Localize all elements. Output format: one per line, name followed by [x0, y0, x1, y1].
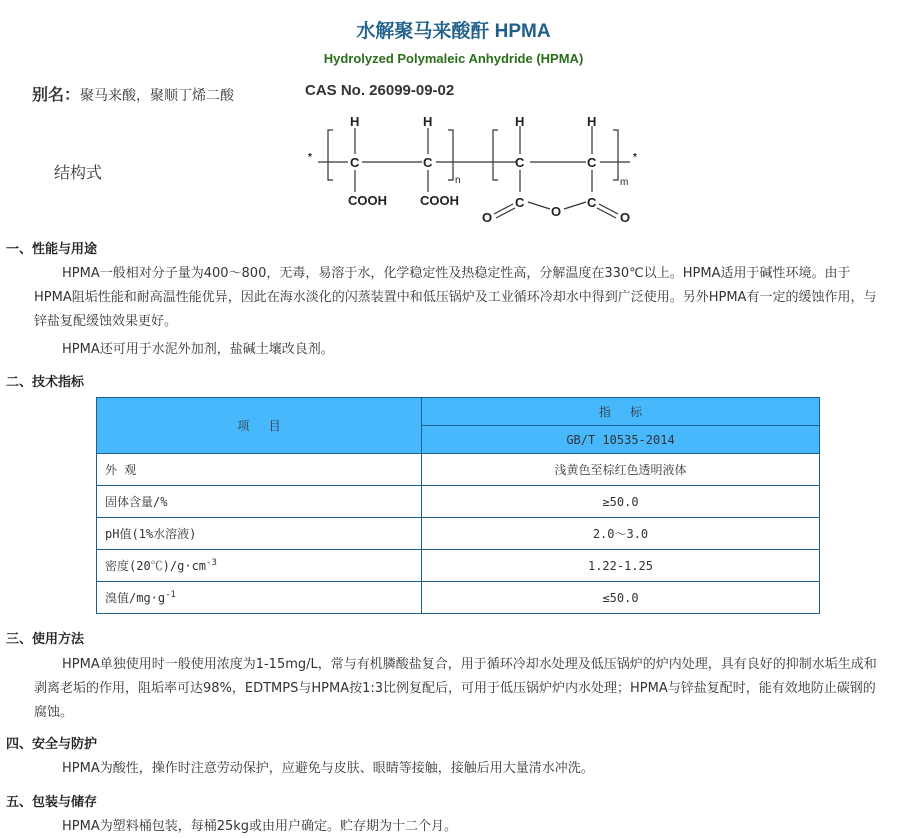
svg-text:COOH: COOH: [420, 193, 459, 208]
row-value: 2.0～3.0: [422, 518, 820, 550]
alias-line: [32, 82, 234, 105]
row-item: pH值(1%水溶液): [97, 518, 422, 550]
section-heading-packaging: 五、包装与储存: [6, 795, 98, 810]
row-item-sup: -3: [206, 558, 217, 568]
header-index: 指 标: [422, 398, 820, 426]
cas-number: CAS No. 26099-09-02: [305, 82, 455, 99]
alias-label: 别名：: [32, 85, 81, 104]
table-row: [97, 486, 820, 518]
page-subtitle: Hydrolyzed Polymaleic Anhydride (HPMA): [323, 51, 584, 66]
section-heading-properties: 一、性能与用途: [6, 242, 98, 257]
structure-label: 结构式: [54, 163, 103, 182]
svg-text:C: C: [587, 195, 597, 210]
svg-text:H: H: [423, 114, 433, 129]
header-item: 项 目: [97, 398, 422, 454]
svg-text:H: H: [587, 114, 597, 129]
header-standard: GB/T 10535-2014: [422, 426, 820, 454]
svg-text:C: C: [587, 155, 597, 170]
row-value: 浅黄色至棕红色透明液体: [422, 454, 820, 486]
svg-text:COOH: COOH: [348, 193, 387, 208]
svg-text:H: H: [350, 114, 360, 129]
row-item: [97, 550, 422, 582]
section-heading-usage: 三、使用方法: [6, 632, 85, 647]
table-row: [97, 550, 820, 582]
svg-text:O: O: [482, 210, 493, 225]
spec-table: [96, 397, 820, 614]
svg-text:C: C: [350, 155, 360, 170]
row-item: 固体含量/%: [97, 486, 422, 518]
structural-formula-diagram: [300, 110, 650, 230]
svg-text:C: C: [515, 155, 525, 170]
table-row: [97, 454, 820, 486]
row-item-text: 密度(20℃)/g·cm: [105, 559, 207, 573]
section-heading-safety: 四、安全与防护: [6, 737, 98, 752]
row-value: ≥50.0: [422, 486, 820, 518]
star-right: *: [633, 152, 637, 163]
section-paragraph: HPMA为塑料桶包装，每桶25kg或由用户确定。贮存期为十二个月。: [62, 819, 458, 834]
section-paragraph: HPMA还可用于水泥外加剂，盐碱土壤改良剂。: [62, 342, 334, 357]
row-item: [97, 582, 422, 614]
table-header-row: [97, 398, 820, 426]
table-row: [97, 582, 820, 614]
svg-text:m: m: [620, 177, 629, 188]
svg-text:C: C: [423, 155, 433, 170]
row-item-sup: -1: [165, 590, 176, 600]
row-value: 1.22-1.25: [422, 550, 820, 582]
row-value: ≤50.0: [422, 582, 820, 614]
alias-value: 聚马来酸，聚顺丁烯二酸: [80, 88, 235, 104]
section-heading-specs: 二、技术指标: [6, 375, 85, 390]
svg-text:n: n: [455, 175, 461, 186]
section-paragraph: HPMA单独使用时一般使用浓度为1-15mg/L，常与有机膦酸盐复合，用于循环冷却水处理及低压锅炉的炉内处理，具有良好的抑制水垢生成和剥离老垢的作用，阻垢率可达98%，EDTMPS与HPMA按1:3比例复配后，可用于低压锅炉炉内水处理；HPMA与锌盐复配时，能有效地防止碳钢的腐蚀。: [34, 657, 877, 720]
svg-text:O: O: [551, 204, 562, 219]
section-paragraph: HPMA一般相对分子量为400～800，无毒，易溶于水，化学稳定性及热稳定性高，分解温度在330℃以上。HPMA适用于碱性环境。由于HPMA阻垢性能和耐高温性能优异，因此在海水淡化的闪蒸装置中和低压锅炉及工业循环冷却水中得到广泛使用。另外HPMA有一定的缓蚀作用，与锌盐复配缓蚀效果更好。: [34, 266, 877, 329]
svg-text:C: C: [515, 195, 525, 210]
svg-text:O: O: [620, 210, 631, 225]
row-item: 外 观: [97, 454, 422, 486]
section-paragraph: HPMA为酸性，操作时注意劳动保护，应避免与皮肤、眼睛等接触，接触后用大量清水冲洗。: [62, 761, 594, 776]
page-title: 水解聚马来酸酐 HPMA: [356, 21, 551, 42]
star-left: *: [308, 152, 312, 163]
table-row: [97, 518, 820, 550]
row-item-text: 溴值/mg·g: [105, 591, 166, 605]
svg-text:H: H: [515, 114, 525, 129]
